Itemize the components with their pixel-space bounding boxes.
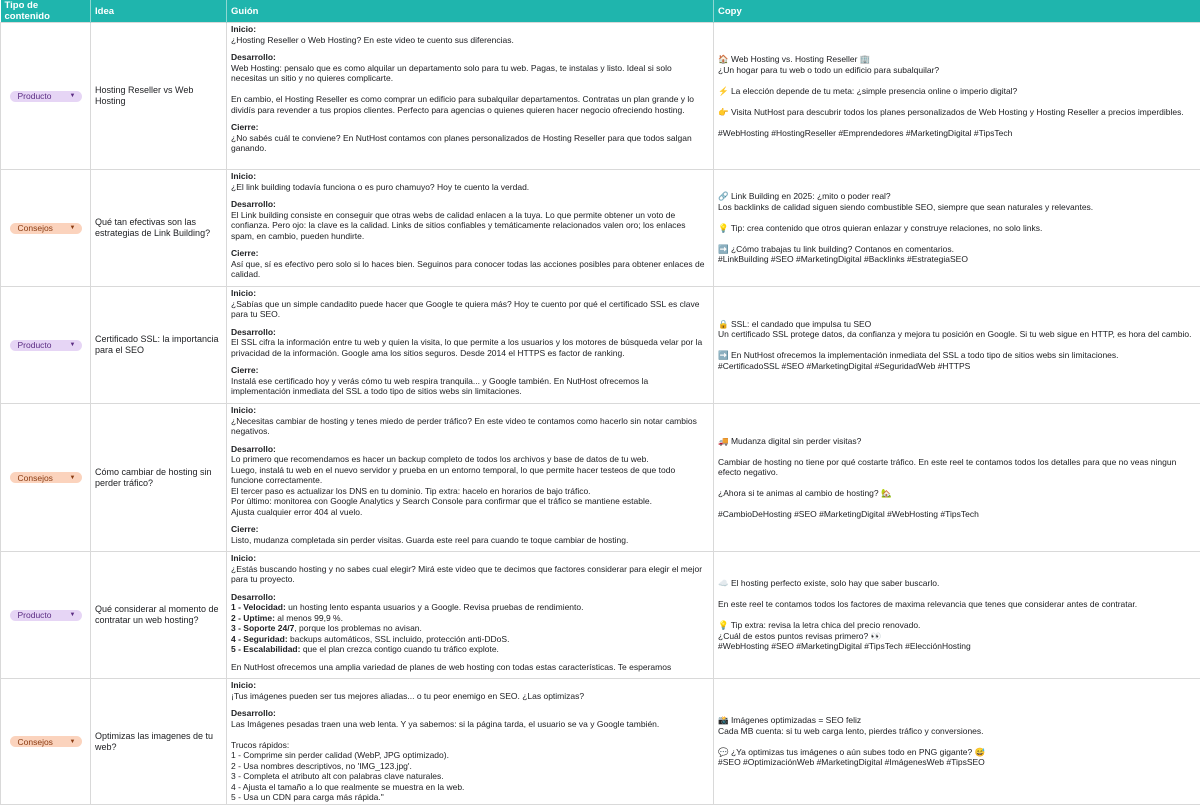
tipo-chip-label: Producto: [18, 340, 52, 350]
idea-text: Hosting Reseller vs Web Hosting: [91, 85, 226, 107]
guion-desarrollo-label: Desarrollo:: [231, 444, 709, 455]
guion-desarrollo: Web Hosting: pensalo que es como alquilar un departamento solo para tu web. Pagas, te instalas y listo. Ideal si solo necesitas un sitio y no quieres complicarte. En cambio, el Hosting Reseller es como comprar un edificio para subalquilar departamentos. Contratas un plan grande y lo dividís para revender a tus propios clientes. Perfecto para agencias o quienes quieren hacer negocio ofreciendo hosting.: [231, 63, 709, 116]
tipo-chip-label: Producto: [18, 91, 52, 101]
tipo-cell[interactable]: [1, 287, 91, 404]
guion-desarrollo-label: Desarrollo:: [231, 592, 709, 603]
tipo-cell[interactable]: [1, 23, 91, 170]
guion-text: [227, 23, 713, 155]
copy-cell[interactable]: [714, 404, 1200, 552]
dropdown-caret-icon[interactable]: ▼: [70, 475, 76, 481]
guion-cell[interactable]: [227, 404, 714, 552]
tipo-cell[interactable]: [1, 552, 91, 679]
guion-desarrollo-label: Desarrollo:: [231, 52, 709, 63]
guion-cierre: En NutHost ofrecemos una amplia variedad de planes de web hosting con todas estas características. Te esperamos: [231, 662, 709, 673]
copy-text: 🔒 SSL: el candado que impulsa tu SEO Un certificado SSL protege datos, da confianza y mejora tu posición en Google. Si tu web sigue en HTTP, es hora del cambio. ➡️ En NutHost ofrecemos la implementación inmediata del SSL a todo tipo de sitios webs sin limitaciones. #CertificadoSSL #SEO #MarketingDigital #SeguridadWeb #HTTPS: [714, 319, 1200, 372]
idea-text: Qué tan efectivas son las estrategias de Link Building?: [91, 217, 226, 239]
header-row: [1, 0, 1200, 23]
guion-item: 1 - Velocidad: un hosting lento espanta usuarios y a Google. Revisa pruebas de rendimiento.: [231, 602, 709, 613]
guion-text: [227, 287, 713, 398]
idea-cell[interactable]: [91, 23, 227, 170]
guion-inicio-label: Inicio:: [231, 553, 709, 564]
header-idea[interactable]: Idea: [91, 0, 227, 23]
copy-cell[interactable]: [714, 679, 1200, 805]
guion-inicio: ¿Hosting Reseller o Web Hosting? En este video te cuento sus diferencias.: [231, 35, 709, 46]
tipo-cell[interactable]: [1, 679, 91, 805]
guion-desarrollo-label: Desarrollo:: [231, 327, 709, 338]
guion-cell[interactable]: [227, 170, 714, 287]
tipo-chip[interactable]: [10, 223, 82, 234]
table-row: [1, 404, 1200, 552]
copy-text: 🏠 Web Hosting vs. Hosting Reseller 🏢 ¿Un hogar para tu web o todo un edificio para subalquilar? ⚡ La elección depende de tu meta: ¿simple presencia online o imperio digital? 👉 Visita NutHost para descubrir todos los planes personalizados de Web Hosting y Hosting Reseller a precios imperdibles. #WebHosting #HostingReseller #Emprendedores #MarketingDigital #TipsTech: [714, 54, 1200, 138]
idea-cell[interactable]: [91, 552, 227, 679]
guion-item: 4 - Seguridad: backups automáticos, SSL incluido, protección anti-DDoS.: [231, 634, 709, 645]
copy-text: 🔗 Link Building en 2025: ¿mito o poder real? Los backlinks de calidad siguen siendo combustible SEO, siempre que sean naturales y relevantes. 💡 Tip: crea contenido que otros quieran enlazar y construye relaciones, no solo links. ➡️ ¿Cómo trabajas tu link building? Contanos en comentarios. #LinkBuilding #SEO #MarketingDigital #Backlinks #EstrategiaSEO: [714, 191, 1200, 265]
tipo-chip-label: Consejos: [18, 737, 53, 747]
guion-cierre: Así que, sí es efectivo pero solo si lo haces bien. Seguinos para conocer todas las acciones posibles para obtener enlaces de calidad.: [231, 259, 709, 280]
guion-desarrollo: El Link building consiste en conseguir que otras webs de calidad enlacen a la tuya. Lo que permite obtener un voto de confianza. Pero ojo: la clave es la calidad. Links de sitios confiables y temáticamente relacionados valen oro; los enlaces spam, en cambio, pueden hundirte.: [231, 210, 709, 242]
copy-cell[interactable]: [714, 552, 1200, 679]
guion-inicio: ¡Tus imágenes pueden ser tus mejores aliadas... o tu peor enemigo en SEO. ¿Las optimizas?: [231, 691, 709, 702]
dropdown-caret-icon[interactable]: ▼: [70, 739, 76, 745]
tipo-chip[interactable]: [10, 736, 82, 747]
guion-desarrollo-label: Desarrollo:: [231, 708, 709, 719]
guion-item: 2 - Uptime: al menos 99,9 %.: [231, 613, 709, 624]
tipo-chip[interactable]: [10, 91, 82, 102]
guion-cell[interactable]: [227, 287, 714, 404]
guion-inicio-label: Inicio:: [231, 680, 709, 691]
table-row: [1, 552, 1200, 679]
idea-cell[interactable]: [91, 287, 227, 404]
tipo-chip[interactable]: [10, 340, 82, 351]
tipo-chip-label: Consejos: [18, 223, 53, 233]
guion-cell[interactable]: [227, 552, 714, 679]
guion-inicio-label: Inicio:: [231, 405, 709, 416]
guion-cell[interactable]: [227, 679, 714, 805]
tipo-cell[interactable]: [1, 170, 91, 287]
guion-text: [227, 552, 713, 673]
guion-item: 3 - Soporte 24/7, porque los problemas no avisan.: [231, 623, 709, 634]
guion-cierre: ¿No sabés cuál te conviene? En NutHost contamos con planes personalizados de Hosting Reseller para que todos salgan ganando.: [231, 133, 709, 154]
guion-inicio: ¿Necesitas cambiar de hosting y tenes miedo de perder tráfico? En este video te contamos como hacerlo sin notar cambios negativos.: [231, 416, 709, 437]
guion-cierre: Listo, mudanza completada sin perder visitas. Guarda este reel para cuando te toque cambiar de hosting.: [231, 535, 709, 546]
dropdown-caret-icon[interactable]: ▼: [70, 612, 76, 618]
tipo-chip[interactable]: [10, 610, 82, 621]
guion-inicio-label: Inicio:: [231, 24, 709, 35]
table-row: [1, 170, 1200, 287]
tipo-chip-label: Consejos: [18, 473, 53, 483]
guion-cierre-label: Cierre:: [231, 365, 709, 376]
idea-text: Certificado SSL: la importancia para el SEO: [91, 334, 226, 356]
guion-text: [227, 404, 713, 546]
header-copy[interactable]: Copy: [714, 0, 1200, 23]
idea-text: Cómo cambiar de hosting sin perder tráfico?: [91, 467, 226, 489]
dropdown-caret-icon[interactable]: ▼: [70, 93, 76, 99]
guion-text: [227, 679, 713, 804]
table-row: [1, 287, 1200, 404]
copy-cell[interactable]: [714, 170, 1200, 287]
copy-text: 🚚 Mudanza digital sin perder visitas? Cambiar de hosting no tiene por qué costarte tráfico. En este reel te contamos todos los detalles para que no veas ningun efecto negativo. ¿Ahora si te animas al cambio de hosting? 🏡 #CambioDeHosting #SEO #MarketingDigital #WebHosting #TipsTech: [714, 436, 1200, 520]
guion-inicio: ¿Sabías que un simple candadito puede hacer que Google te quiera más? Hoy te cuento por qué el certificado SSL es clave para tu SEO.: [231, 299, 709, 320]
table-row: [1, 23, 1200, 170]
guion-desarrollo: Las Imágenes pesadas traen una web lenta. Y ya sabemos: si la página tarda, el usuario se va y Google también. Trucos rápidos: 1 - Comprime sin perder calidad (WebP, JPG optimizado). 2 - Usa nombres descriptivos, no 'IMG_123.jpg'. 3 - Completa el atributo alt con palabras clave naturales. 4 - Ajusta el tamaño a lo que realmente se muestra en la web. 5 - Usa un CDN para carga más rápida.": [231, 719, 709, 803]
guion-inicio: ¿Estás buscando hosting y no sabes cual elegir? Mirá este video que te decimos que factores considerar para elegir el mejor para tu proyecto.: [231, 564, 709, 585]
guion-inicio-label: Inicio:: [231, 171, 709, 182]
dropdown-caret-icon[interactable]: ▼: [70, 342, 76, 348]
guion-desarrollo: Lo primero que recomendamos es hacer un backup completo de todos los archivos y base de datos de tu web. Luego, instalá tu web en el nuevo servidor y prueba en un entorno temporal, lo que permite hacer testeos de que todo funcione correctamente. El tercer paso es actualizar los DNS en tu dominio. Tip extra: hacelo en horarios de bajo tráfico. Por último: monitorea con Google Analytics y Search Console para confirmar que el tráfico se mantiene estable. Ajusta cualquier error 404 al vuelo.: [231, 454, 709, 517]
header-tipo[interactable]: Tipo de contenido: [1, 0, 91, 23]
copy-text: ☁️ El hosting perfecto existe, solo hay que saber buscarlo. En este reel te contamos todos los factores de maxima relevancia que tenes que considerar antes de contratar. 💡 Tip extra: revisa la letra chica del precio renovado. ¿Cuál de estos puntos revisas primero? 👀 #WebHosting #SEO #MarketingDigital #TipsTech #ElecciónHosting: [714, 578, 1200, 652]
idea-text: Qué considerar al momento de contratar un web hosting?: [91, 604, 226, 626]
guion-cierre-label: Cierre:: [231, 524, 709, 535]
tipo-cell[interactable]: [1, 404, 91, 552]
copy-cell[interactable]: [714, 23, 1200, 170]
tipo-chip-label: Producto: [18, 610, 52, 620]
idea-cell[interactable]: [91, 679, 227, 805]
guion-desarrollo: El SSL cifra la información entre tu web y quien la visita, lo que permite a los usuarios y los motores de búsqueda velar por la privacidad de la información. Google ama los sitios seguros. Desde 2014 el HTTPS es factor de ranking.: [231, 337, 709, 358]
guion-item: 5 - Escalabilidad: que el plan crezca contigo cuando tu tráfico explote.: [231, 644, 709, 655]
guion-desarrollo-label: Desarrollo:: [231, 199, 709, 210]
tipo-chip[interactable]: [10, 472, 82, 483]
idea-text: Optimizas las imagenes de tu web?: [91, 731, 226, 753]
guion-cell[interactable]: [227, 23, 714, 170]
idea-cell[interactable]: [91, 404, 227, 552]
guion-text: [227, 170, 713, 281]
header-guion[interactable]: Guión: [227, 0, 714, 23]
guion-cierre-label: Cierre:: [231, 122, 709, 133]
guion-inicio-label: Inicio:: [231, 288, 709, 299]
copy-cell[interactable]: [714, 287, 1200, 404]
table-row: [1, 679, 1200, 805]
guion-cierre-label: Cierre:: [231, 248, 709, 259]
copy-text: 📸 Imágenes optimizadas = SEO feliz Cada MB cuenta: si tu web carga lento, pierdes tráfico y conversiones. 💬 ¿Ya optimizas tus imágenes o aún subes todo en PNG gigante? 😅 #SEO #OptimizaciónWeb #MarketingDigital #ImágenesWeb #TipsSEO: [714, 715, 1200, 768]
idea-cell[interactable]: [91, 170, 227, 287]
guion-cierre: Instalá ese certificado hoy y verás cómo tu web respira tranquila... y Google también. En NutHost ofrecemos la implementación inmediata del SSL a todo tipo de sitios webs sin limitaciones.: [231, 376, 709, 397]
dropdown-caret-icon[interactable]: ▼: [70, 225, 76, 231]
guion-inicio: ¿El link building todavía funciona o es puro chamuyo? Hoy te cuento la verdad.: [231, 182, 709, 193]
